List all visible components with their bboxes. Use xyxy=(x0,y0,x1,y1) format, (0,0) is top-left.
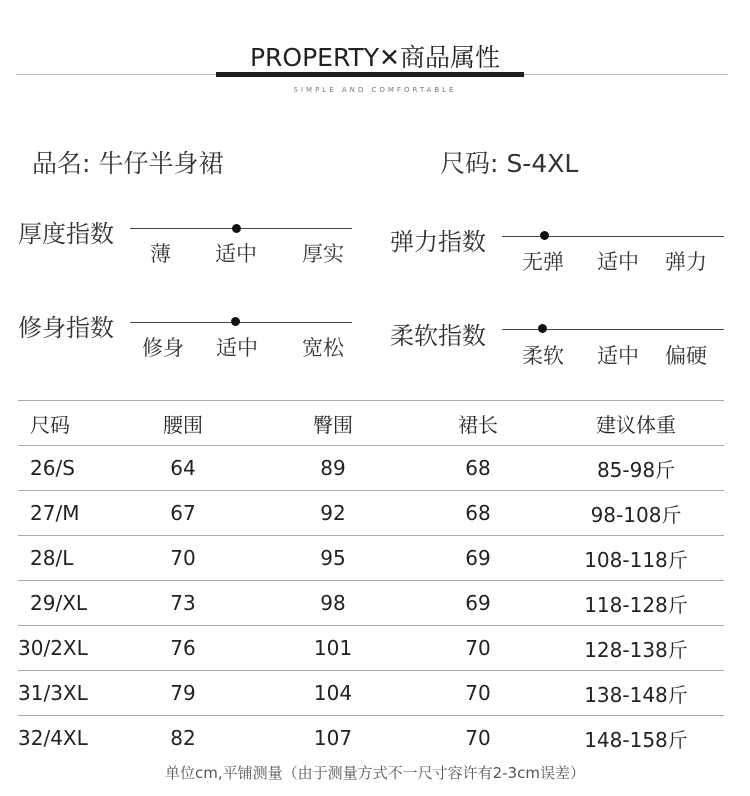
softness-scale-marker xyxy=(538,324,547,333)
table-row xyxy=(18,491,724,536)
softness-scale-line xyxy=(502,329,724,330)
product-name-label: 品名: xyxy=(32,149,91,178)
page-title: PROPERTY✕商品属性 xyxy=(249,43,501,72)
table-cell: 98-108斤 xyxy=(548,491,724,536)
table-cell: 69 xyxy=(408,536,548,581)
table-row xyxy=(18,581,724,626)
table-cell: 31/3XL xyxy=(18,671,108,716)
table-row xyxy=(18,671,724,716)
table-cell: 28/L xyxy=(18,536,108,581)
table-cell: 68 xyxy=(408,491,548,536)
measurement-note: 单位cm,平铺测量（由于测量方式不一尺寸容许有2-3cm误差） xyxy=(165,764,585,782)
thickness-option: 厚实 xyxy=(302,242,344,266)
table-cell: 27/M xyxy=(18,491,108,536)
column-header: 臀围 xyxy=(258,401,408,446)
table-row xyxy=(18,716,724,761)
thickness-index-label: 厚度指数 xyxy=(18,220,114,248)
table-cell: 32/4XL xyxy=(18,716,108,761)
thickness-option: 适中 xyxy=(215,242,257,266)
table-cell: 148-158斤 xyxy=(548,716,724,761)
column-header: 建议体重 xyxy=(548,401,724,446)
thickness-option: 薄 xyxy=(150,242,171,266)
table-cell: 70 xyxy=(108,536,258,581)
table-cell: 101 xyxy=(258,626,408,671)
softness-option: 适中 xyxy=(597,344,639,368)
table-cell: 67 xyxy=(108,491,258,536)
softness-option: 偏硬 xyxy=(665,344,707,368)
table-cell: 70 xyxy=(408,671,548,716)
table-cell: 76 xyxy=(108,626,258,671)
table-cell: 95 xyxy=(258,536,408,581)
table-cell: 70 xyxy=(408,716,548,761)
table-cell: 70 xyxy=(408,626,548,671)
elasticity-option: 适中 xyxy=(597,250,639,274)
elasticity-option: 弹力 xyxy=(665,250,707,274)
header-accent-bar xyxy=(216,72,524,77)
table-cell: 98 xyxy=(258,581,408,626)
table-cell: 85-98斤 xyxy=(548,446,724,491)
fit-scale-marker xyxy=(231,317,240,326)
table-cell: 30/2XL xyxy=(18,626,108,671)
table-cell: 69 xyxy=(408,581,548,626)
product-size xyxy=(440,144,578,180)
table-cell: 108-118斤 xyxy=(548,536,724,581)
table-cell: 26/S xyxy=(18,446,108,491)
fit-option: 修身 xyxy=(142,336,184,360)
elasticity-index-label: 弹力指数 xyxy=(390,228,486,256)
table-cell: 79 xyxy=(108,671,258,716)
column-header: 裙长 xyxy=(408,401,548,446)
elasticity-scale-line xyxy=(502,236,724,237)
column-header: 尺码 xyxy=(18,401,108,446)
table-cell: 92 xyxy=(258,491,408,536)
page-subtitle: SIMPLE AND COMFORTABLE xyxy=(293,86,457,94)
table-cell: 128-138斤 xyxy=(548,626,724,671)
table-cell: 68 xyxy=(408,446,548,491)
thickness-scale-line xyxy=(130,228,352,229)
thickness-scale-marker xyxy=(232,224,241,233)
fit-option: 适中 xyxy=(216,336,258,360)
table-cell: 89 xyxy=(258,446,408,491)
table-cell: 73 xyxy=(108,581,258,626)
table-cell: 64 xyxy=(108,446,258,491)
table-row xyxy=(18,446,724,491)
product-size-value: S-4XL xyxy=(506,149,579,178)
table-cell: 104 xyxy=(258,671,408,716)
table-cell: 82 xyxy=(108,716,258,761)
elasticity-scale-marker xyxy=(540,231,549,240)
softness-index-label: 柔软指数 xyxy=(390,322,486,350)
softness-option: 柔软 xyxy=(522,344,564,368)
size-table-header-row xyxy=(18,401,724,446)
table-cell: 118-128斤 xyxy=(548,581,724,626)
column-header: 腰围 xyxy=(108,401,258,446)
fit-scale-line xyxy=(130,322,352,323)
product-size-label: 尺码: xyxy=(440,149,499,178)
table-cell: 29/XL xyxy=(18,581,108,626)
product-name xyxy=(32,144,223,180)
table-row xyxy=(18,626,724,671)
size-table xyxy=(18,400,724,760)
table-row xyxy=(18,536,724,581)
elasticity-option: 无弹 xyxy=(522,250,564,274)
fit-index-label: 修身指数 xyxy=(18,314,114,342)
product-name-value: 牛仔半身裙 xyxy=(98,149,224,178)
fit-option: 宽松 xyxy=(302,336,344,360)
table-cell: 138-148斤 xyxy=(548,671,724,716)
table-cell: 107 xyxy=(258,716,408,761)
